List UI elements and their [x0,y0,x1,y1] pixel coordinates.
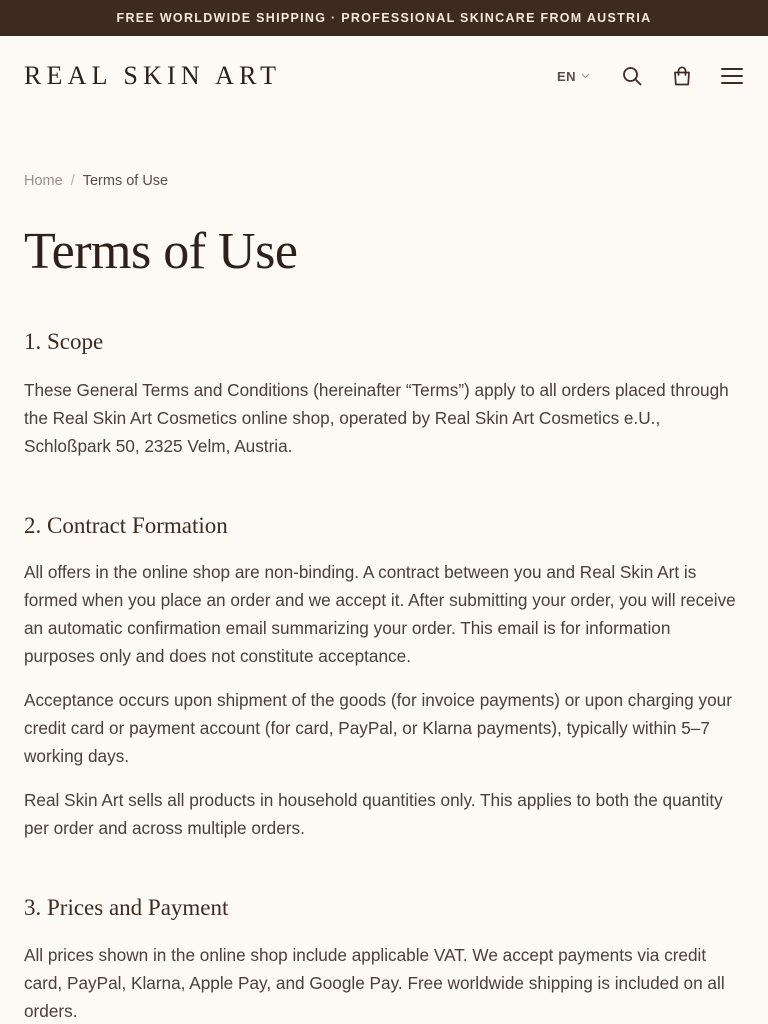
breadcrumb [24,173,744,189]
menu-icon [721,67,743,85]
section-contract-formation [24,512,744,843]
site-logo[interactable]: REAL SKIN ART [24,61,282,90]
section-paragraph: Acceptance occurs upon shipment of the goods (for invoice payments) or upon charging your credit card or payment account (for card, PayPal, or Klarna payments), typically within 5–7 working days. [24,690,732,767]
section-paragraph: These General Terms and Conditions (hereinafter “Terms”) apply to all orders placed through the Real Skin Art Cosmetics online shop, operated by Real Skin Art Cosmetics e.U., Schloßpark 50, 2325 Velm, Austria. [24,379,729,456]
section-heading: 3. Prices and Payment [24,895,229,921]
main-content [0,173,768,1024]
language-selector[interactable] [557,69,590,84]
language-label: EN [556,68,576,84]
announcement-text: FREE WORLDWIDE SHIPPING · PROFESSIONAL SKINCARE FROM AUSTRIA [116,11,652,25]
search-button[interactable] [620,64,644,88]
site-header [0,36,768,116]
announcement-bar [0,0,768,36]
chevron-down-icon [581,73,590,79]
section-scope [24,328,744,460]
page-title: Terms of Use [24,223,298,280]
section-paragraph: Real Skin Art sells all products in household quantities only. This applies to both the quantity per order and across multiple orders. [24,790,723,839]
section-paragraph: All offers in the online shop are non-binding. A contract between you and Real Skin Art is formed when you place an order and we accept it. After submitting your order, you will receive an automatic confirmation email summarizing your order. This email is for information purposes only and does not constitute acceptance. [24,562,736,667]
header-actions [557,64,744,88]
section-paragraph: All prices shown in the online shop include applicable VAT. We accept payments via credit card, PayPal, Klarna, Apple Pay, and Google Pay. Free worldwide shipping is included on all orders. [24,944,725,1021]
section-heading: 2. Contract Formation [24,512,228,538]
section-heading: 1. Scope [24,329,104,355]
shopping-bag-icon [673,66,691,86]
section-prices-payment [24,894,744,1024]
breadcrumb-current: Terms of Use [82,173,169,189]
search-icon [622,66,642,86]
breadcrumb-separator: / [70,173,75,189]
cart-button[interactable] [670,64,694,88]
menu-button[interactable] [720,64,744,88]
breadcrumb-home-link[interactable]: Home [24,173,63,189]
